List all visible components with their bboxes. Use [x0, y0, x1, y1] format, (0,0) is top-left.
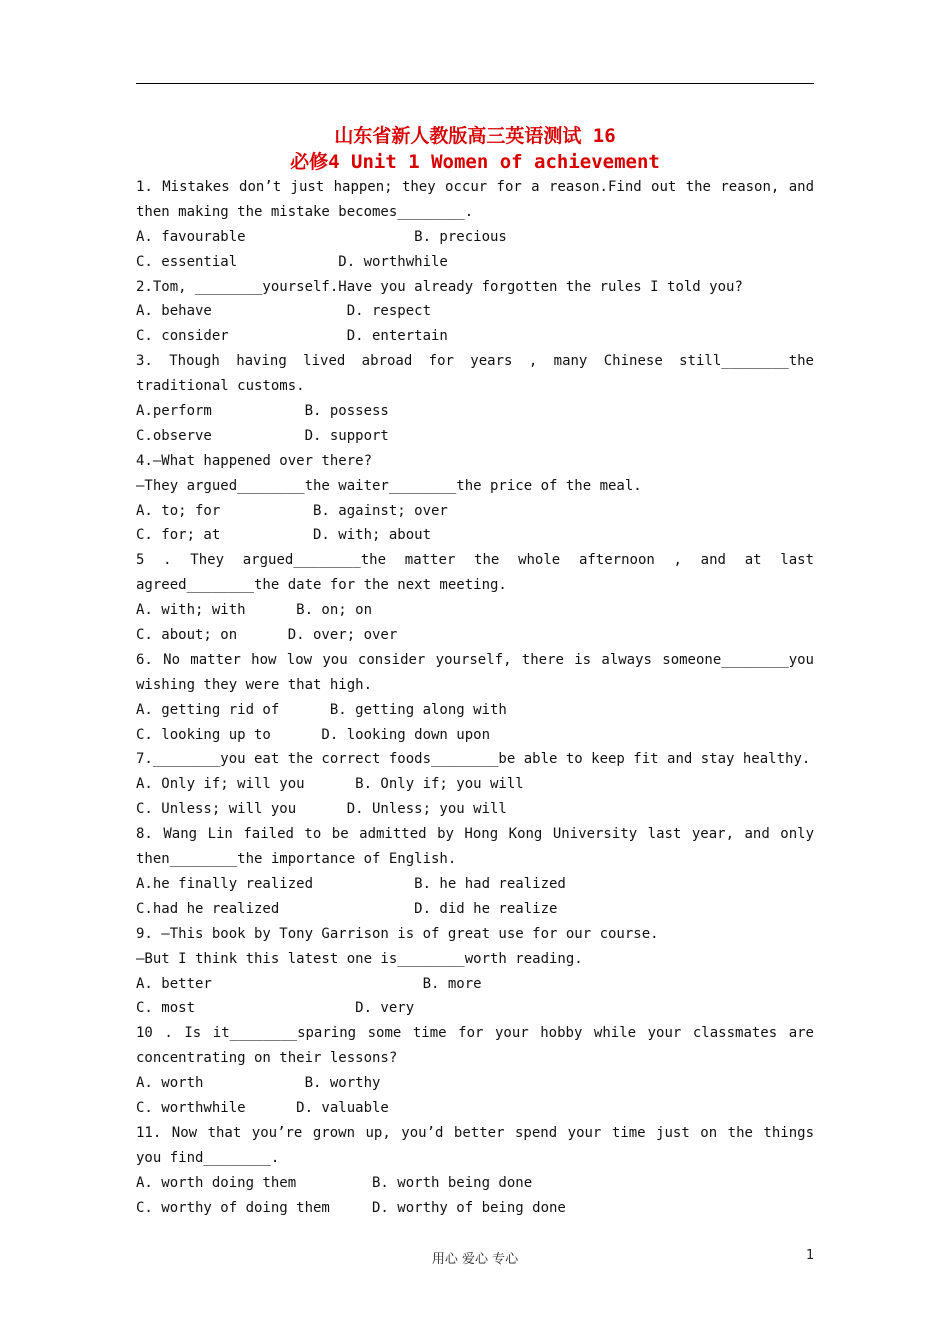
text-line: you find________.	[136, 1149, 280, 1166]
header-rule	[136, 83, 814, 84]
text-line: —But I think this latest one is________worth reading.	[136, 950, 583, 967]
text-line: 1. Mistakes don’t just happen; they occur for a reason.Find out the reason, and	[136, 179, 814, 195]
text-line: C. consider D. entertain	[136, 328, 448, 345]
text-line: 8. Wang Lin failed to be admitted by Hong Kong University last year, and only	[136, 826, 814, 843]
text-line: 9. —This book by Tony Garrison is of great use for our course.	[136, 925, 659, 942]
text-line: C. for; at D. with; about	[136, 527, 432, 544]
text-line: —They argued________the waiter________the price of the meal.	[136, 477, 642, 494]
text-line: C. about; on D. over; over	[136, 627, 398, 644]
text-line: C. worthwhile D. valuable	[136, 1099, 389, 1116]
text-line: then________the importance of English.	[136, 851, 457, 868]
text-line: 2.Tom, ________yourself.Have you already forgotten the rules I told you?	[136, 278, 743, 295]
text-line: A. favourable B. precious	[136, 228, 507, 245]
text-line: A.perform B. possess	[136, 403, 389, 420]
text-line: A. worth doing them B. worth being done	[136, 1174, 533, 1191]
text-line: A. with; with B. on; on	[136, 602, 373, 619]
text-line: A. better B. more	[136, 975, 482, 992]
text-line: concentrating on their lessons?	[136, 1050, 398, 1067]
text-line: wishing they were that high.	[136, 676, 373, 693]
text-line: 4.—What happened over there?	[136, 452, 373, 469]
text-line: C.observe D. support	[136, 427, 389, 444]
text-line: 3. Though having lived abroad for years , many Chinese still________the	[136, 353, 814, 370]
footer-text: 用心 爱心 专心	[431, 1252, 519, 1267]
text-line: A. to; for B. against; over	[136, 502, 448, 519]
text-line: C. Unless; will you D. Unless; you will	[136, 801, 507, 818]
text-line: A. worth B. worthy	[136, 1075, 381, 1092]
text-line: agreed________the date for the next meeting.	[136, 577, 507, 594]
text-line: 11. Now that you’re grown up, you’d better spend your time just on the things	[136, 1124, 814, 1141]
text-line: 7.________you eat the correct foods________be able to keep fit and stay healthy.	[136, 751, 811, 768]
text-line: C. worthy of doing them D. worthy of being done	[136, 1199, 566, 1216]
text-line: C.had he realized D. did he realize	[136, 900, 558, 917]
text-line: C. essential D. worthwhile	[136, 253, 448, 270]
text-line: A. behave D. respect	[136, 303, 432, 320]
text-line: A. getting rid of B. getting along with	[136, 701, 507, 718]
text-line: traditional customs.	[136, 378, 305, 395]
text-line: A.he finally realized B. he had realized	[136, 875, 566, 892]
question-list	[136, 175, 814, 1220]
text-line: A. Only if; will you B. Only if; you will	[136, 776, 524, 793]
text-line: 6. No matter how low you consider yourself, there is always someone________you	[136, 651, 814, 668]
page-number: 1	[806, 1248, 815, 1263]
page-subtitle: 必修4 Unit 1 Women of achievement	[290, 151, 660, 173]
text-line: C. most D. very	[136, 1000, 415, 1017]
text-line: then making the mistake becomes________.	[136, 203, 474, 220]
page-title: 山东省新人教版高三英语测试 16	[334, 125, 616, 147]
text-line: 5 . They argued________the matter the whole afternoon , and at last	[136, 552, 814, 569]
text-line: 10 . Is it________sparing some time for your hobby while your classmates are	[136, 1025, 814, 1042]
text-line: C. looking up to D. looking down upon	[136, 726, 491, 743]
